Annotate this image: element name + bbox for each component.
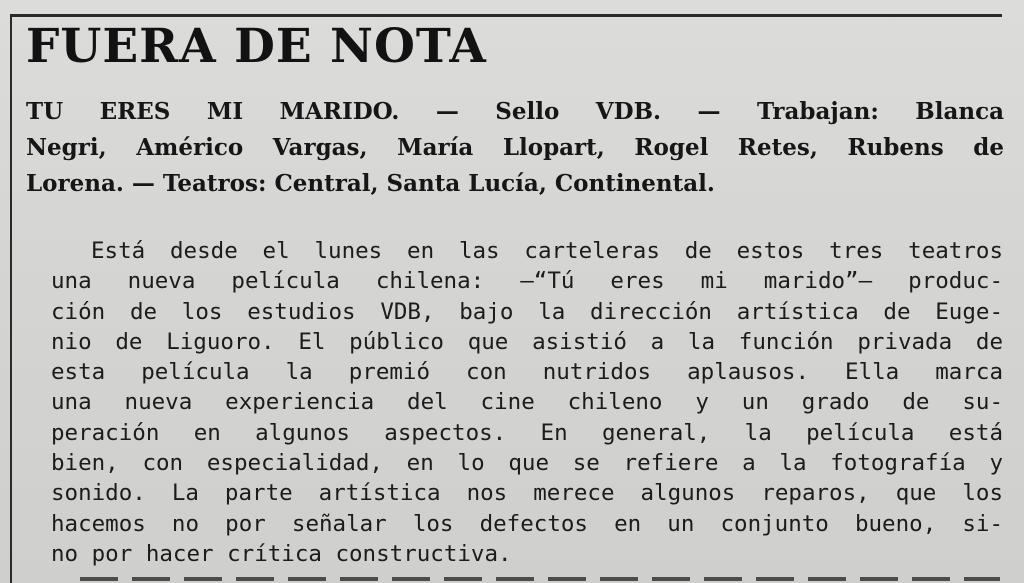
body-line: esta película la premió con nutridos aplausos. Ella marca [51, 359, 1003, 386]
body-line: nio de Liguoro. El público que asistió a la función privada de [51, 328, 1003, 355]
left-column-rule [10, 14, 12, 583]
body-line: bien, con especialidad, en lo que se refiere a la fotografía y [51, 450, 1003, 477]
body-line: una nueva película chilena: —“Tú eres mi marido”— produc- [51, 268, 1003, 295]
body-line: una nueva experiencia del cine chileno y un grado de su- [51, 389, 1003, 416]
body-line: no por hacer crítica constructiva. [51, 540, 512, 567]
credit-line: Negri, Américo Vargas, María Llopart, Rogel Retes, Rubens de [26, 134, 1004, 161]
body-line: Está desde el lunes en las carteleras de estos tres teatros [91, 238, 1003, 264]
top-rule [10, 14, 1002, 17]
cut-off-text-line [80, 569, 1000, 583]
credit-line: Lorena. — Teatros: Central, Santa Lucía, Continental. [26, 170, 715, 197]
body-line: ción de los estudios VDB, bajo la dirección artística de Euge- [51, 298, 1003, 325]
film-credits [26, 94, 1004, 202]
headline: FUERA DE NOTA [26, 19, 487, 74]
credit-line: TU ERES MI MARIDO. — Sello VDB. — Trabajan: Blanca [26, 98, 1004, 125]
review-body [51, 236, 1003, 569]
body-line: hacemos no por señalar los defectos en un conjunto bueno, si- [51, 510, 1003, 537]
body-line: peración en algunos aspectos. En general, la película está [51, 419, 1003, 446]
body-line: sonido. La parte artística nos merece algunos reparos, que los [51, 480, 1003, 507]
